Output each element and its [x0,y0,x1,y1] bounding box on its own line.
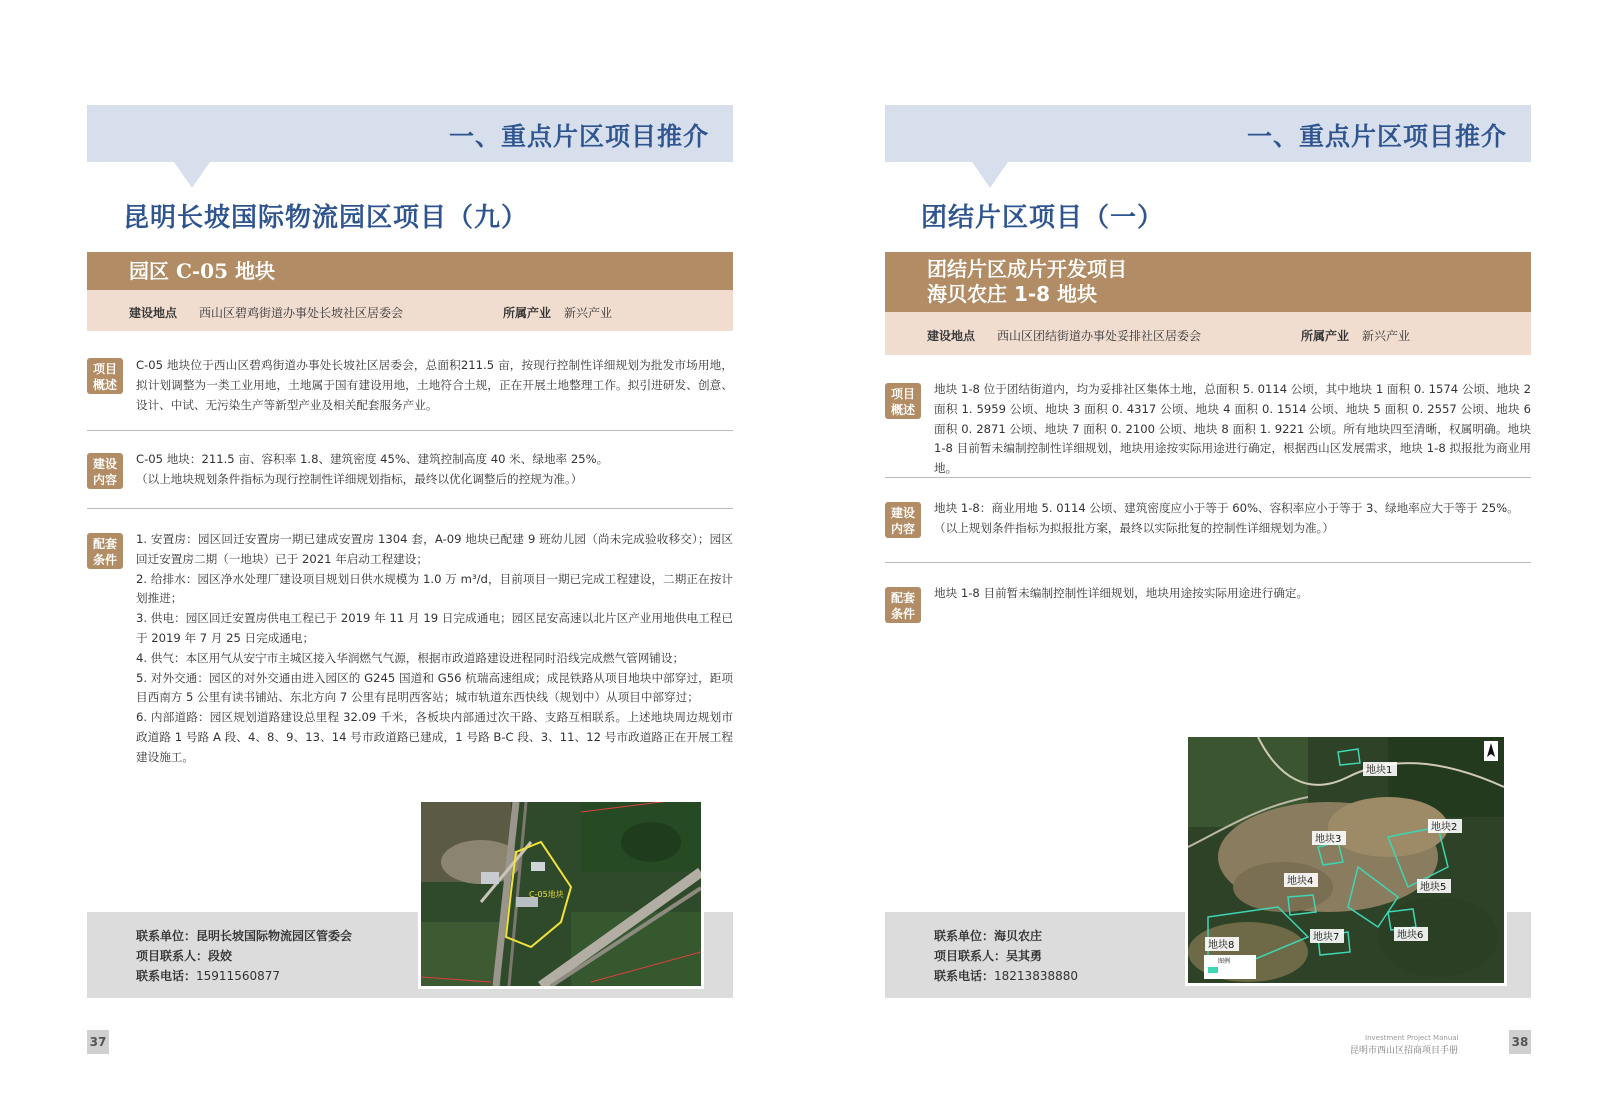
badge-content [885,502,921,538]
location-value: 西山区团结街道办事处妥排社区居委会 [997,329,1202,343]
overview-paragraph: 地块 1-8 位于团结街道内，均为妥排社区集体土地，总面积 5. 0114 公顷，其中地块 1 面积 0. 1574 公顷、地块 2 面积 1. 5959 公顷、地块 3 面积 0. 4317 公顷、地块 4 面积 0. 1514 公顷、地块 5 面积 0. 2557 公顷、地块 6 面积 0. 2871 公顷、地块 7 面积 0. 2100 公顷、地块 8 面积 1. 9221 公顷。所有地块四至清晰，权属明确。地块 1-8 目前暂未编制控制性详细规划，地块用途按实际用途进行确定，根据西山区发展需求，地块 1-8 拟报批为商业用地。 [934,382,1531,476]
plot-title: 园区 C-05 地块 [129,259,275,283]
support-item: 5. 对外交通：园区的对外交通由进入园区的 G245 国道和 G56 杭瑞高速组成；成昆铁路从项目地块中部穿过，距项目西南方 5 公里有读书铺站、东北方向 7 公里有昆明西客站；城市轨道东西快线（规划中）从项目中部穿过； [136,670,733,705]
contact-person-value: 吴其勇 [1006,949,1043,963]
divider [885,562,1531,563]
aerial-photo-graphic [1188,737,1504,983]
contact-person-value: 段姣 [208,949,233,963]
badge-overview [87,358,123,394]
plot-label: 地块1 [1366,765,1393,776]
section-banner [87,105,733,162]
industry-value: 新兴产业 [564,306,613,320]
industry-label: 所属产业 [503,306,552,320]
contact-person-label: 项目联系人： [934,949,1007,963]
contact-person-label: 项目联系人： [136,949,209,963]
contact-phone-label: 联系电话： [934,969,995,983]
badge-content-text: 建设 内容 [890,506,915,536]
footer-chinese: 昆明市西山区招商项目手册 [1350,1046,1459,1056]
overview-paragraph: C-05 地块位于西山区碧鸡街道办事处长坡社区居委会，总面积211.5 亩，按现行控制性详细规划为批发市场用地，拟计划调整为一类工业用地，土地属于国有建设用地，土地符合土规，正在开展土地整理工作。拟引进研发、创意、设计、中试、无污染生产等新型产业及相关配套服务产业。 [136,358,733,412]
info-row [87,290,733,331]
divider [885,477,1531,478]
page-number: 37 [87,1030,109,1054]
contact-phone [934,967,1078,984]
location-label: 建设地点 [129,306,178,320]
plot-label: 地块3 [1315,834,1342,845]
support-paragraph: 地块 1-8 目前暂未编制控制性详细规划，地块用途按实际用途进行确定。 [934,586,1309,600]
legend-title: 图例 [1218,958,1231,965]
support-item: 4. 供气：本区用气从安宁市主城区接入华润燃气气源，根据市政道路建设进程同时沿线完成燃气管网铺设； [136,650,685,665]
industry-value: 新兴产业 [1362,329,1411,343]
page-number: 38 [1509,1030,1531,1054]
badge-overview-text: 项目 概述 [92,362,117,392]
contact-unit-value: 昆明长坡国际物流园区管委会 [196,929,353,943]
aerial-photo-graphic [421,802,701,986]
content-text [934,499,1531,539]
content-line: 地块 1-8：商业用地 5. 0114 公顷、建筑密度应小于等于 60%、容积率应小于等于 3、绿地率应大于等于 25%。 [934,501,1519,515]
content-line: C-05 地块：211.5 亩、容积率 1.8、建筑密度 45%、建筑控制高度 40 米、绿地率 25%。 [136,452,609,466]
info-row [885,312,1531,355]
plot-title-bar [885,252,1531,312]
support-item: 3. 供电：园区回迁安置房供电工程已于 2019 年 11 月 19 日完成通电；园区昆安高速以北片区产业用地供电工程已于 2019 年 7 月 25 日完成通电； [136,611,733,645]
support-text [136,530,733,768]
overview-text [934,380,1531,479]
plot-label: 地块2 [1431,822,1458,833]
badge-support-text: 配套 条件 [890,591,915,621]
contact-person [136,947,232,964]
badge-support-text: 配套 条件 [92,537,117,567]
support-item: 6. 内部道路：园区规划道路建设总里程 32.09 千米，各板块内部通过次干路、支路互相联系。上述地块周边规划市政道路 1 号路 A 段、4、8、9、13、14 号市政道路已建成，1 号路 B-C 段、3、11、12 号市政道路正在开展工程建设施工。 [136,710,733,764]
support-text [934,584,1531,604]
content-line: （以上规划条件指标为拟报批方案，最终以实际批复的控制性详细规划为准。） [934,520,1334,535]
badge-support [885,587,921,623]
banner-notch [174,162,210,188]
plot-label: 地块7 [1313,932,1340,943]
location-value: 西山区碧鸡街道办事处长坡社区居委会 [199,306,404,320]
badge-content-text: 建设 内容 [92,457,117,487]
contact-phone-value: 15911560877 [196,969,280,983]
plot-title-line: 团结片区成片开发项目 [927,257,1127,281]
plot-title-line: 海贝农庄 1-8 地块 [927,282,1098,306]
divider [87,508,733,509]
section-title: 一、重点片区项目推介 [448,122,709,151]
contact-unit-label: 联系单位： [934,929,995,943]
plot-label: 地块8 [1208,940,1235,951]
contact-phone [136,967,280,984]
banner-notch [972,162,1008,188]
project-title: 团结片区项目（一） [921,203,1165,233]
section-banner [885,105,1531,162]
contact-phone-value: 18213838880 [994,969,1078,983]
right-page [805,0,1610,1100]
contact-phone-label: 联系电话： [136,969,197,983]
industry-label: 所属产业 [1301,329,1350,343]
content-line: （以上地块规划条件指标为现行控制性详细规划指标，最终以优化调整后的控规为准。） [136,471,583,486]
badge-overview-text: 项目 概述 [890,387,915,417]
contact-person [934,947,1042,964]
plot-label: 地块6 [1397,930,1424,941]
plot-label: 地块4 [1287,876,1314,887]
overview-text [136,356,733,415]
plot-label: 地块5 [1420,882,1447,893]
divider [87,430,733,431]
plot-title-bar [87,252,733,290]
aerial-photo [1185,734,1507,986]
contact-unit-label: 联系单位： [136,929,197,943]
badge-overview [885,383,921,419]
badge-support [87,533,123,569]
support-item: 1. 安置房：园区回迁安置房一期已建成安置房 1304 套，A-09 地块已配建 9 班幼儿园（尚未完成验收移交）；园区回迁安置房二期（一地块）已于 2021 年启动工程建设； [136,532,733,566]
project-title: 昆明长坡国际物流园区项目（九） [123,203,529,233]
map-label: C-05地块 [529,890,564,899]
contact-unit-value: 海贝农庄 [994,929,1043,943]
content-text [136,450,733,490]
aerial-photo [418,799,704,989]
footer-english: Investment Project Manual [1365,1034,1459,1042]
contact-unit [136,927,352,944]
support-item: 2. 给排水：园区净水处理厂建设项目规划日供水规模为 1.0 万 m³/d，目前项目一期已完成工程建设，二期正在按计划推进； [136,571,733,606]
badge-content [87,453,123,489]
section-title: 一、重点片区项目推介 [1246,122,1507,151]
location-label: 建设地点 [927,329,976,343]
contact-unit [934,927,1042,944]
